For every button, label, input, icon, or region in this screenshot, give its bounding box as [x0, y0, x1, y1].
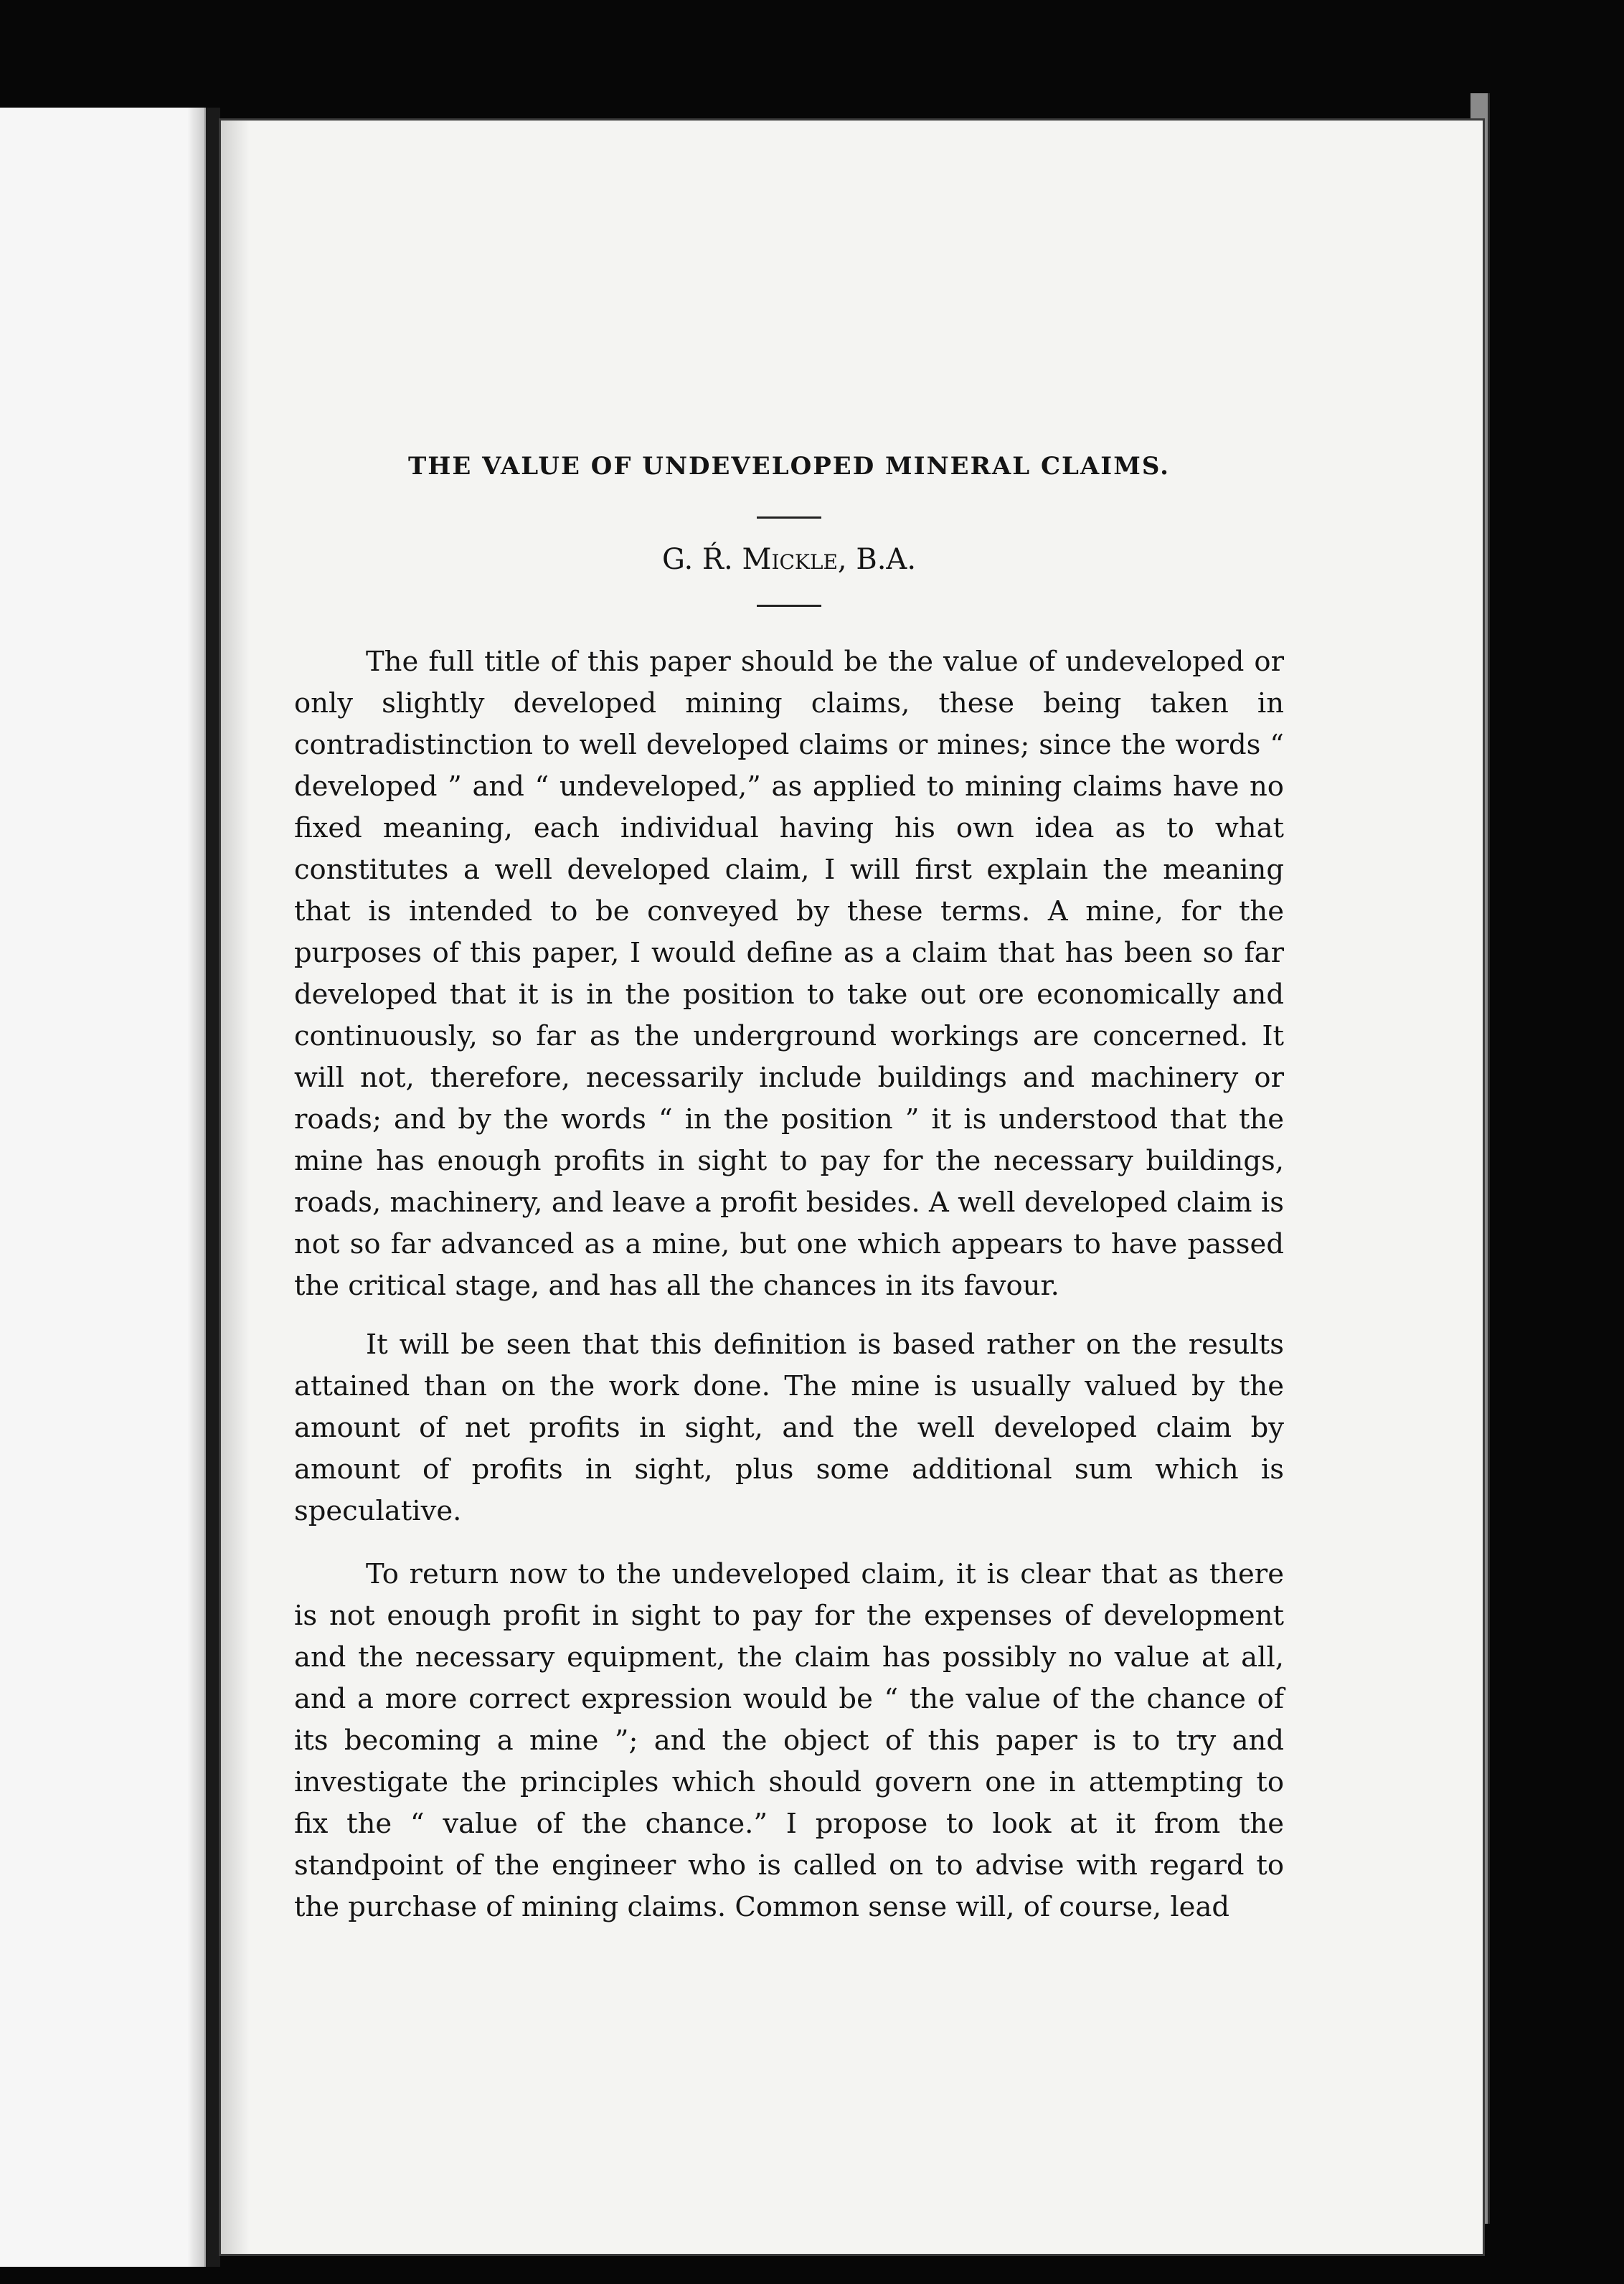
title-rule — [757, 516, 821, 519]
author-rule — [757, 605, 821, 607]
paragraph-3: To return now to the undeveloped claim, it is clear that as there is not enough profit in sight to pay for the expenses of development and the necessary equipment, the claim has possibly no value at all, and a more correct expression would be “ the value of the chance of its becoming a mine ”; and the object of this paper is to try and investigate the principles which should govern one in attempting to fix the “ value of the chance.” I propose to look at it from the standpoint of the engineer who is called on to advise with regard to the purchase of mining claims. Common sense will, of course, lead — [294, 1558, 1284, 1923]
author-initials: G. Ŕ. — [661, 543, 742, 576]
author-degree: , B.A. — [837, 543, 917, 576]
facing-page — [0, 108, 206, 2267]
paragraph-1: The full title of this paper should be the value of undeveloped or only slightly developed mining claims, these being taken in contradistinction to well developed claims or mines; since the words “ developed ” and “ undeveloped,” as applied to mining claims have no fixed meaning, each individual having his own idea as to what constitutes a well developed claim, I will first explain the meaning that is intended to be conveyed by these terms. A mine, for the purposes of this paper, I would define as a claim that has been so far developed that it is in the position to take out ore economically and continuously, so far as the underground workings are concerned. It will not, therefore, necessarily include buildings and machinery or roads; and by the words “ in the position ” it is understood that the mine has enough profits in sight to pay for the necessary buildings, roads, machinery, and leave a profit besides. A well developed claim is not so far advanced as a mine, but one which appears to have passed the critical stage, and has all the chances in its favour. — [294, 646, 1284, 1302]
book-gutter — [206, 108, 220, 2267]
page-content — [294, 452, 1284, 1945]
paragraph-2: It will be seen that this definition is based rather on the results attained than on the work done. The mine is usually valued by the amount of net profits in sight, and the well developed claim by amount of profits in sight, plus some additional sum which is speculative. — [294, 1329, 1284, 1527]
author-surname: Mickle — [742, 543, 838, 576]
author-line — [294, 543, 1284, 576]
article-title: THE VALUE OF UNDEVELOPED MINERAL CLAIMS. — [407, 452, 1171, 481]
